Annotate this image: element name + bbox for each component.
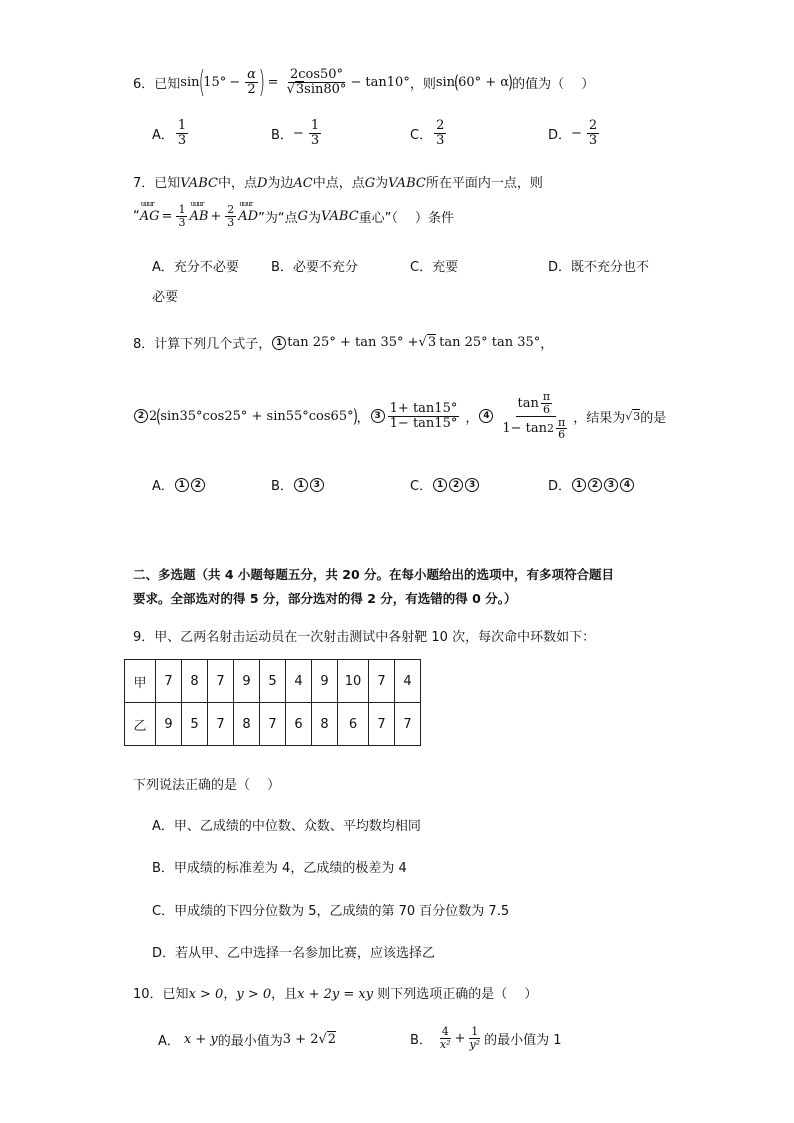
- q6-tan-term: − tan10°: [350, 74, 410, 90]
- q10-cond-3: x + 2y = xy: [297, 987, 374, 1002]
- table-cell: 7: [208, 703, 234, 746]
- table-row-header-yi: 乙: [125, 703, 156, 746]
- q6-option-d-num: 2: [588, 117, 598, 133]
- q8-result-post: 的是: [640, 410, 667, 426]
- table-cell: 7: [395, 703, 421, 746]
- q7-equals: =: [161, 208, 173, 224]
- q10-option-b-label: B．: [410, 1032, 432, 1048]
- q8-expr-4-den-frac: [556, 417, 567, 441]
- question-10: [133, 983, 537, 1002]
- q7-option-d-wrap-text: 必要: [152, 290, 179, 305]
- q6-paren-right: ): [258, 64, 266, 100]
- q7-triangle: VABC: [180, 176, 218, 191]
- q7-triangle-2: VABC: [388, 176, 426, 191]
- question-6: [133, 62, 594, 102]
- q7-plus: +: [210, 208, 222, 224]
- q6-option-b[interactable]: [271, 116, 323, 150]
- q6-option-b-sign: −: [292, 125, 304, 141]
- q7-vector-ad: [238, 199, 259, 224]
- q6-post: 的值为（ ）: [512, 76, 595, 92]
- q10-option-b-frac-1: [438, 1026, 453, 1050]
- q7-option-d-label: D．: [548, 260, 572, 275]
- table-cell: 5: [182, 703, 208, 746]
- q10-option-a-text: 的最小值为: [217, 1033, 283, 1049]
- q6-option-b-frac: [309, 119, 321, 147]
- q6-option-d-sign: −: [571, 125, 582, 141]
- table-cell: 7: [369, 703, 395, 746]
- q7-segment-ac: AC: [293, 176, 313, 191]
- q8-option-d-circle-2: 2: [588, 478, 602, 492]
- q8-option-b-circle-1: 1: [294, 478, 308, 492]
- question-7-line1: [133, 172, 543, 191]
- q6-sqrt3: 3: [295, 81, 305, 97]
- q7-arrow-ag: uuur: [140, 199, 154, 208]
- q8-option-b-circle-2: 3: [310, 478, 324, 492]
- q6-two: 2: [247, 81, 256, 97]
- q7-option-d-text: 既不充分也不: [571, 260, 650, 275]
- table-row: [125, 660, 421, 703]
- q8-option-c[interactable]: [410, 475, 480, 494]
- q7-option-c-label: C．: [410, 260, 433, 275]
- q8-expr-2-paren-left: (: [156, 405, 162, 427]
- q6-option-a[interactable]: [152, 116, 190, 150]
- q6-equals: =: [267, 74, 279, 90]
- q10-text-a: 已知: [162, 987, 189, 1002]
- q8-circle-2: 2: [134, 409, 148, 423]
- q10-cond-2: y > 0: [236, 987, 272, 1002]
- table-cell: 7: [260, 703, 286, 746]
- table-cell: 8: [182, 660, 208, 703]
- q7-text-line2-b: ”为“点: [258, 210, 298, 226]
- q10-text-c: ，且: [271, 987, 298, 1002]
- q7-option-b-text: 必要不充分: [292, 260, 358, 275]
- q8-option-c-circle-3: 3: [465, 478, 479, 492]
- q8-expr-3-num: 1+ tan15°: [389, 400, 458, 416]
- table-cell: 4: [395, 660, 421, 703]
- q7-ab: AB: [189, 208, 209, 224]
- question-7-line2: [133, 198, 454, 234]
- q10-cond-1: x > 0: [188, 987, 224, 1002]
- q8-comma-2: ，: [356, 410, 370, 426]
- q8-option-c-circle-2: 2: [449, 478, 463, 492]
- q9-question: 下列说法正确的是（ ）: [133, 778, 281, 793]
- table-cell: 4: [286, 660, 312, 703]
- q7-ag: AG: [139, 208, 160, 224]
- q7-option-b[interactable]: [271, 256, 358, 275]
- q6-option-c-num: 2: [436, 117, 445, 133]
- q7-text-line2-c: 为: [307, 210, 321, 226]
- q8-expr-3-den: 1− tan15°: [389, 415, 458, 431]
- q8-expr-4-tan: tan: [517, 395, 539, 411]
- q8-intro: 计算下列几个式子，: [154, 337, 272, 352]
- q6-option-c-frac: [434, 119, 446, 147]
- q8-expr-2-coef: 2: [149, 408, 158, 424]
- q8-expr-4: [500, 391, 571, 440]
- question-9-stem: 9．甲、乙两名射击运动员在一次射击测试中各射靶 10 次，每次命中环数如下：: [133, 630, 596, 645]
- question-8-line2: [133, 386, 666, 446]
- q6-frac-numerator: 2cos50°: [289, 66, 344, 82]
- table-cell: 7: [208, 660, 234, 703]
- q6-option-a-frac: [176, 119, 188, 147]
- q8-expr-1b: tan 25° tan 35°: [439, 335, 541, 350]
- q10-text-b: ，: [223, 987, 237, 1002]
- table-cell: 7: [369, 660, 395, 703]
- q8-option-d-circle-1: 1: [572, 478, 586, 492]
- q6-option-c[interactable]: [410, 116, 448, 150]
- q8-expr-4-num-frac: [541, 391, 552, 415]
- q7-text-e: 为: [375, 176, 389, 191]
- q6-option-a-num: 1: [177, 117, 187, 133]
- q8-expr-2-paren-right: ): [352, 405, 358, 427]
- q6-option-a-label: A．: [152, 127, 174, 143]
- q8-option-a-circle-1: 1: [175, 478, 189, 492]
- q6-option-d-frac: [587, 119, 599, 147]
- q6-frac-denominator: √3sin80°: [286, 81, 347, 97]
- q7-option-c-text: 充要: [432, 260, 459, 275]
- q6-paren-left: (: [198, 64, 205, 100]
- q6-mid: ，则: [409, 76, 436, 92]
- q6-sin2: sin: [435, 74, 456, 90]
- q9-score-table: [124, 659, 421, 746]
- q6-sin: sin: [180, 74, 200, 90]
- q8-option-c-label: C．: [410, 479, 433, 494]
- q8-result-pre: ，结果为: [573, 410, 626, 426]
- q6-main-frac: [285, 68, 349, 96]
- table-row: [125, 703, 421, 746]
- q7-point-g: G: [364, 176, 376, 191]
- q10-option-b-frac-2: [467, 1026, 482, 1050]
- q8-option-b-label: B．: [271, 479, 293, 494]
- q7-number: 7．: [133, 176, 155, 191]
- table-cell: 9: [156, 703, 182, 746]
- q10-option-b-plus: +: [454, 1030, 466, 1046]
- q8-result-sqrt3: 3: [633, 409, 641, 423]
- section-2-heading-line2: 要求。全部选对的得 5 分，部分选对的得 2 分，有选错的得 0 分。）: [133, 591, 517, 606]
- q8-option-a-label: A．: [152, 479, 174, 494]
- q8-comma-3: ，: [465, 410, 479, 426]
- table-cell: 6: [286, 703, 312, 746]
- q8-sqrt3: 3: [427, 335, 437, 350]
- section-2-heading-line1: 二、多选题（共 4 小题每题五分，共 20 分。在每小题给出的选项中，有多项符合题目: [133, 567, 615, 582]
- q7-text-line2-d: 重心”（ ）条件: [358, 210, 455, 226]
- q8-option-b[interactable]: [271, 475, 325, 494]
- q6-option-b-label: B．: [271, 127, 293, 143]
- q6-angle: 15°: [203, 74, 227, 90]
- q10-option-b-num1: 4: [441, 1024, 449, 1038]
- table-cell: 10: [338, 660, 369, 703]
- q6-number: 6．: [133, 76, 155, 92]
- q8-option-d-label: D．: [548, 479, 572, 494]
- q10-option-a-value: 3 + 2: [282, 1031, 319, 1047]
- q10-option-a[interactable]: [158, 1022, 336, 1056]
- q6-minus: −: [229, 74, 241, 90]
- q10-number: 10．: [133, 987, 163, 1002]
- table-cell: 8: [234, 703, 260, 746]
- q6-den-rest: sin80°: [304, 81, 347, 97]
- q7-arrow-ab: uuur: [190, 199, 204, 208]
- q8-option-c-circle-1: 1: [433, 478, 447, 492]
- q8-option-d-circle-3: 3: [604, 478, 618, 492]
- q7-option-c[interactable]: [410, 256, 458, 275]
- table-row-header-jia: 甲: [125, 660, 156, 703]
- q7-vector-ag: [139, 199, 160, 224]
- q6-paren2-right: ): [508, 71, 514, 93]
- q8-option-d-circle-4: 4: [620, 478, 634, 492]
- q8-pi-2: π: [558, 415, 566, 429]
- q10-option-b[interactable]: [410, 1018, 561, 1058]
- q10-option-b-den2: y²: [469, 1037, 481, 1051]
- q8-option-a-circle-2: 2: [191, 478, 205, 492]
- q7-option-b-label: B．: [271, 260, 293, 275]
- q7-frac-1: [176, 204, 187, 228]
- q8-circle-3: 3: [371, 409, 385, 423]
- q9-option-d[interactable]: D．若从甲、乙中选择一名参加比赛，应该选择乙: [152, 946, 436, 961]
- table-cell: 9: [312, 660, 338, 703]
- q10-option-a-expr: x + y: [183, 1031, 218, 1047]
- q6-option-a-den: 3: [177, 132, 187, 148]
- q8-circle-4: 4: [479, 409, 493, 423]
- table-cell: 6: [338, 703, 369, 746]
- q7-quote-open: “: [133, 208, 140, 224]
- table-cell: 9: [234, 660, 260, 703]
- q7-option-d[interactable]: [548, 256, 649, 275]
- q8-expr-2: sin35°cos25° + sin55°cos65°: [160, 408, 354, 424]
- q8-option-d[interactable]: [548, 475, 635, 494]
- q7-frac2-den: 3: [227, 215, 235, 229]
- q10-option-b-num2: 1: [471, 1024, 479, 1038]
- q7-text-a: 已知: [154, 176, 181, 191]
- q6-alpha-frac: [245, 68, 258, 96]
- q7-text-f: 所在平面内一点，则: [425, 176, 543, 191]
- q8-expr-1: tan 25° + tan 35° +: [287, 335, 419, 350]
- q6-option-c-label: C．: [410, 127, 433, 143]
- q10-option-b-den1: x²: [439, 1037, 451, 1051]
- q8-six-2: 6: [558, 428, 566, 442]
- q7-frac1-num: 1: [178, 202, 186, 216]
- q8-circle-1: 1: [272, 336, 286, 350]
- q6-option-b-num: 1: [310, 117, 320, 133]
- q6-inner2: 60° + α: [458, 74, 510, 90]
- q8-square: 2: [547, 421, 555, 435]
- q7-vector-ab: [189, 199, 209, 224]
- q10-option-a-sqrt2: 2: [327, 1031, 337, 1047]
- q10-option-b-text: 的最小值为 1: [484, 1032, 562, 1048]
- q7-text-c: 为边: [267, 176, 294, 191]
- q7-text-d: 中点，点: [312, 176, 365, 191]
- question-8-line1: [133, 333, 553, 352]
- score-table: [124, 659, 421, 746]
- q10-option-a-label: A．: [158, 1033, 180, 1049]
- q8-number: 8．: [133, 337, 155, 352]
- q8-pi-1: π: [542, 390, 551, 404]
- q8-expr-4-num: [516, 391, 557, 416]
- q7-frac-2: [225, 204, 236, 228]
- q7-arrow-ad: uuur: [239, 199, 253, 208]
- q6-paren2-left: (: [454, 71, 460, 93]
- q8-comma: ，: [540, 337, 554, 352]
- table-cell: 7: [156, 660, 182, 703]
- q8-six-1: 6: [542, 402, 550, 416]
- q7-point-d: D: [256, 176, 268, 191]
- q7-frac2-num: 2: [227, 202, 235, 216]
- q7-option-a-label: A．: [152, 260, 174, 275]
- q8-expr-3: [388, 402, 460, 430]
- q6-pre: 已知: [154, 76, 181, 92]
- q10-option-a-sqrt: √2: [318, 1031, 337, 1047]
- q6-option-b-den: 3: [310, 132, 320, 148]
- q7-ad: AD: [238, 208, 259, 224]
- q6-option-c-den: 3: [436, 132, 445, 148]
- q6-alpha: α: [247, 66, 256, 82]
- q6-option-d-label: D．: [548, 127, 572, 143]
- q6-option-d[interactable]: [548, 116, 601, 150]
- q9-option-b[interactable]: B．甲成绩的标准差为 4，乙成绩的极差为 4: [152, 861, 407, 876]
- q8-option-a[interactable]: [152, 475, 206, 494]
- q7-option-d-wrap: [152, 286, 178, 305]
- q10-text-d: 则下列选项正确的是（ ）: [373, 987, 538, 1002]
- q7-option-a[interactable]: [152, 256, 239, 275]
- q8-expr-1-sqrt: √3: [418, 335, 437, 350]
- q9-option-c[interactable]: C．甲成绩的下四分位数为 5，乙成绩的第 70 百分位数为 7.5: [152, 904, 510, 919]
- q7-point-g-2: G: [297, 208, 308, 224]
- q7-triangle-3: VABC: [321, 208, 359, 224]
- q8-expr-4-den: [500, 417, 571, 441]
- q8-result-sqrt: √3: [625, 409, 641, 423]
- q9-option-a[interactable]: A．甲、乙成绩的中位数、众数、平均数均相同: [152, 819, 421, 834]
- table-cell: 5: [260, 660, 286, 703]
- q8-expr-4-den-pre: 1− tan: [502, 420, 548, 436]
- q7-text-b: 中，点: [217, 176, 257, 191]
- q6-option-d-den: 3: [588, 132, 598, 148]
- q7-frac1-den: 3: [178, 215, 186, 229]
- q7-option-a-text: 充分不必要: [173, 260, 239, 275]
- table-cell: 8: [312, 703, 338, 746]
